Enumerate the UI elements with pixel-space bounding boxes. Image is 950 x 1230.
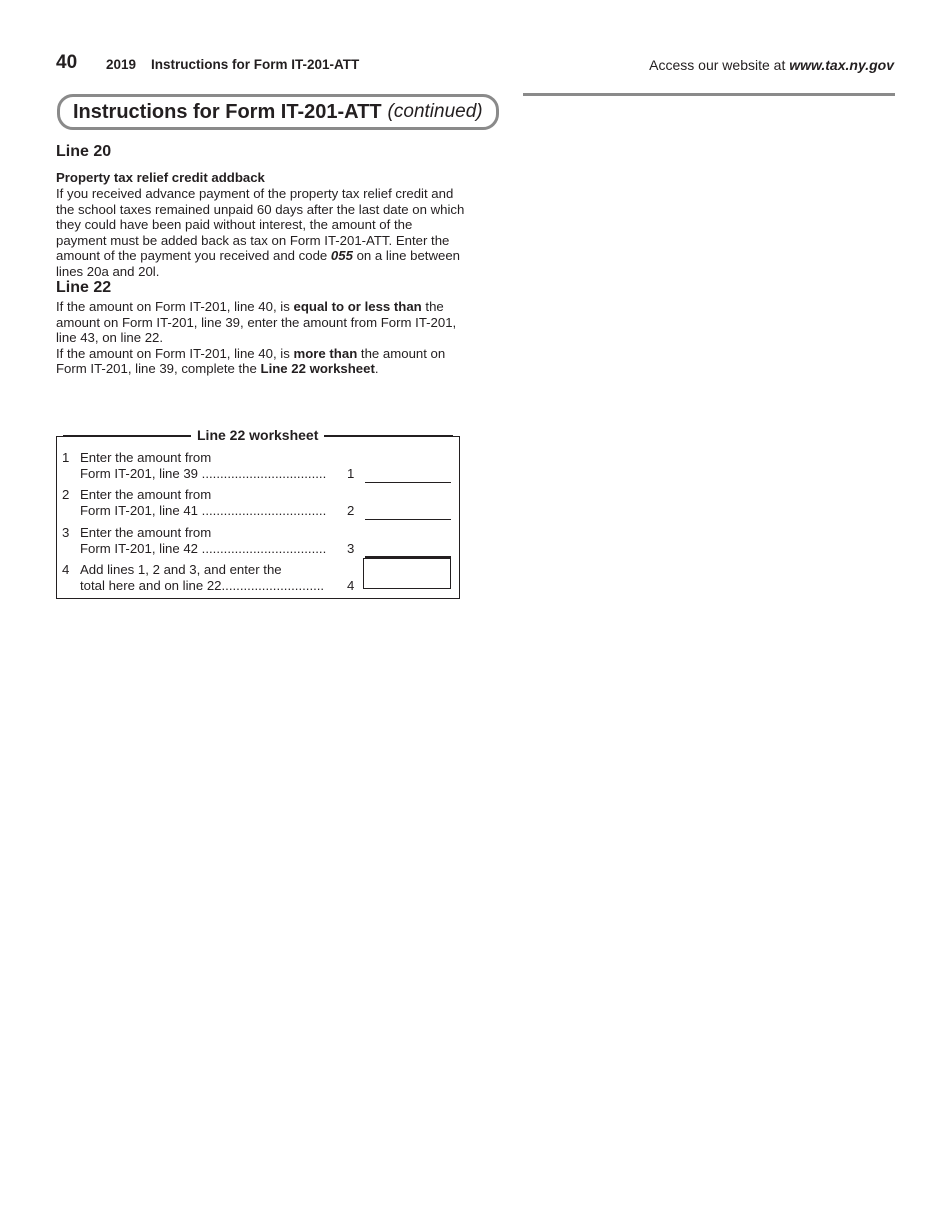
instructions-body <box>56 143 466 377</box>
row-2-answer-line[interactable] <box>365 519 451 520</box>
page-number: 40 <box>56 52 78 73</box>
title-line-right <box>324 435 453 436</box>
line22-p1-bold: equal to or less than <box>293 299 422 314</box>
section-title: Instructions for Form IT-201-ATT <box>73 100 382 123</box>
row-number: 4 <box>62 562 70 577</box>
row-text-1: Add lines 1, 2 and 3, and enter the <box>80 562 282 577</box>
worksheet-row-1 <box>57 450 461 488</box>
line22-p2-bold: more than <box>293 345 358 361</box>
header-website <box>649 57 894 73</box>
worksheet-title: Line 22 worksheet <box>191 427 324 443</box>
line22-worksheet <box>56 427 460 599</box>
row-line-number: 3 <box>347 541 355 556</box>
line22-p2-bold2: Line 22 worksheet <box>260 361 375 376</box>
line20-text-b: on a line between lines 20a and 20l. <box>56 248 460 279</box>
row-text-1: Enter the amount from <box>80 450 212 465</box>
row-line-number: 4 <box>347 578 355 593</box>
line20-text-a: If you received advance payment of the property tax relief credit and the school taxes remained unpaid 60 days after the last date on which they could have been paid without interest, the amount of the payment must be added back as tax on Form IT-201-ATT. Enter the amount of the payment you received and code <box>56 186 465 263</box>
line20-paragraph <box>56 186 466 279</box>
row-text-2: total here and on line 22............................ <box>80 578 325 593</box>
row-text-2: Form IT-201, line 41 .................................. <box>80 503 327 518</box>
worksheet-title-bar <box>57 427 459 443</box>
website-url[interactable]: www.tax.ny.gov <box>789 57 894 73</box>
line22-p1-b: the amount on Form IT-201, line 39, enter the amount from Form IT-201, line 43, on line 22. <box>56 299 457 345</box>
row-line-number: 2 <box>347 503 355 518</box>
website-prefix: Access our website at <box>649 57 790 73</box>
row-number: 1 <box>62 450 70 465</box>
row-1-answer-line[interactable] <box>365 482 451 483</box>
title-line-left <box>63 435 191 436</box>
header-rule <box>523 93 895 96</box>
section-title-continued: (continued) <box>387 101 483 122</box>
line22-paragraph-2 <box>56 346 466 377</box>
line22-p2-b: the amount on Form IT-201, line 39, complete the <box>56 345 446 376</box>
row-text-2: Form IT-201, line 39 .................................. <box>80 466 327 481</box>
row-number: 2 <box>62 487 70 502</box>
row-line-number: 1 <box>347 466 355 481</box>
row-number: 3 <box>62 525 70 540</box>
line22-heading: Line 22 <box>56 279 112 296</box>
line22-p2-c: . <box>374 361 379 376</box>
worksheet-row-2 <box>57 487 461 525</box>
row-text-2: Form IT-201, line 42 .................................. <box>80 541 327 556</box>
line22-p1-a: If the amount on Form IT-201, line 40, is <box>56 299 294 314</box>
row-4-total-box[interactable] <box>363 558 451 589</box>
row-text-1: Enter the amount from <box>80 487 212 502</box>
line22-paragraph-1 <box>56 299 466 346</box>
section-title-banner <box>57 94 499 130</box>
line20-heading: Line 20 <box>56 143 112 160</box>
worksheet-row-4 <box>57 562 461 600</box>
line20-code: 055 <box>330 248 353 263</box>
row-text-1: Enter the amount from <box>80 525 212 540</box>
header-year: 2019 <box>106 57 137 72</box>
header-doc-title: Instructions for Form IT-201-ATT <box>151 57 360 72</box>
line22-p2-a: If the amount on Form IT-201, line 40, is <box>56 345 294 361</box>
line20-subheading: Property tax relief credit addback <box>56 170 265 185</box>
